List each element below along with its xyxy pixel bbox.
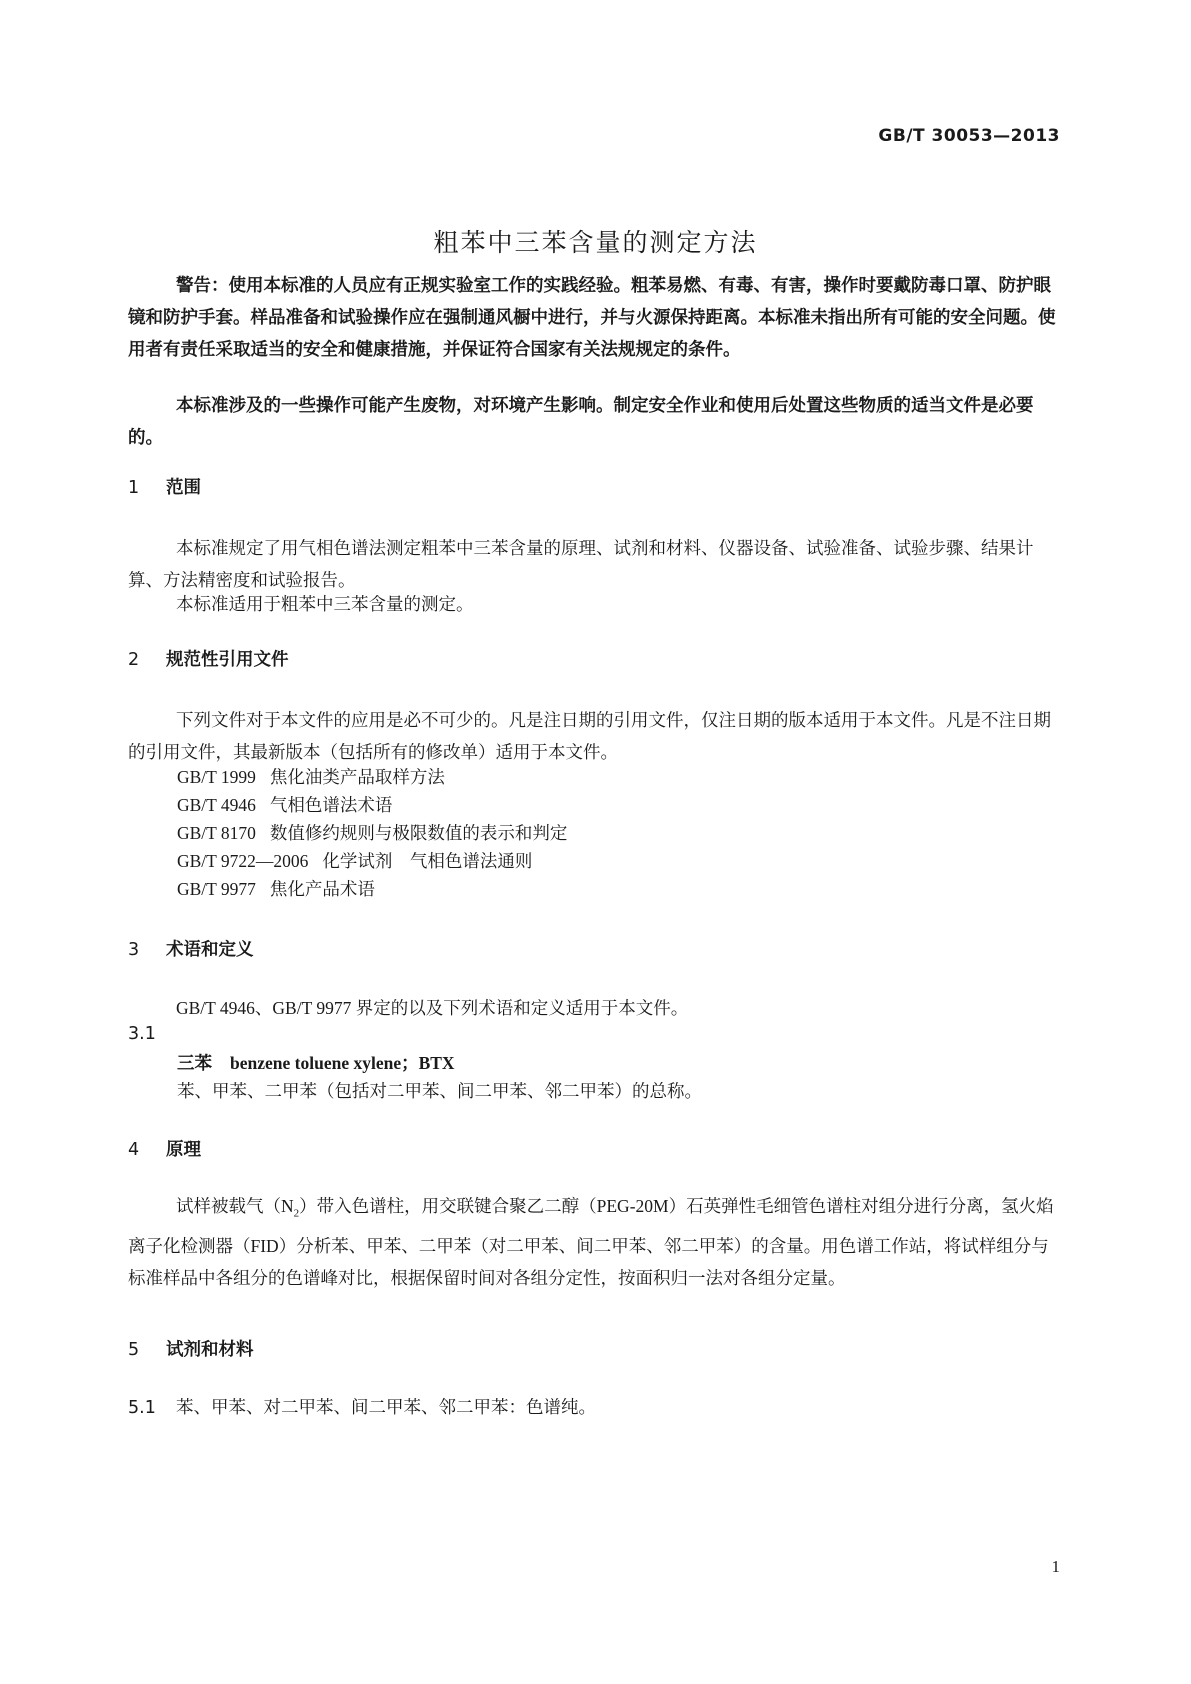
section-heading-reagents — [128, 1336, 254, 1361]
references-intro-paragraph: 下列文件对于本文件的应用是必不可少的。凡是注日期的引用文件，仅注日期的版本适用于本文件。凡是不注日期的引用文件，其最新版本（包括所有的修改单）适用于本文件。 — [128, 710, 1051, 762]
section-title: 试剂和材料 — [166, 1340, 254, 1360]
terms-intro-paragraph: GB/T 4946、GB/T 9977 界定的以及下列术语和定义适用于本文件。 — [176, 998, 689, 1018]
reference-code: GB/T 8170 — [177, 823, 256, 843]
term-chinese: 三苯 — [177, 1054, 212, 1074]
document-number: GB/T 30053—2013 — [878, 126, 1060, 146]
section-number: 2 — [128, 650, 140, 670]
warning-note-paragraph: 本标准涉及的一些操作可能产生废物，对环境产生影响。制定安全作业和使用后处置这些物质的适当文件是必要的。 — [128, 396, 1034, 448]
reference-title: 化学试剂 气相色谱法通则 — [322, 851, 533, 871]
term-definition: 苯、甲苯、二甲苯（包括对二甲苯、间二甲苯、邻二甲苯）的总称。 — [177, 1081, 702, 1101]
reference-title: 气相色谱法术语 — [269, 795, 393, 815]
section-number: 4 — [128, 1140, 140, 1160]
section-heading-scope — [128, 474, 201, 499]
term-number: 3.1 — [128, 1024, 156, 1044]
section-heading-terms — [128, 936, 254, 961]
reference-title: 焦化油类产品取样方法 — [269, 767, 445, 787]
reference-title: 焦化产品术语 — [269, 879, 375, 899]
reference-title: 数值修约规则与极限数值的表示和判定 — [269, 823, 568, 843]
reference-code: GB/T 1999 — [177, 767, 256, 787]
reference-item — [177, 876, 375, 901]
reference-code: GB/T 9977 — [177, 879, 256, 899]
reagent-item-text: 苯、甲苯、对二甲苯、间二甲苯、邻二甲苯：色谱纯。 — [176, 1397, 596, 1417]
term-entry — [177, 1050, 455, 1075]
reference-item — [177, 792, 392, 817]
principle-text-rest: ）带入色谱柱，用交联键合聚乙二醇（PEG-20M）石英弹性毛细管色谱柱对组分进行分离，氢火焰离子化检测器（FID）分析苯、甲苯、二甲苯（对二甲苯、间二甲苯、邻二甲苯）的含量。用色谱工作站，将试样组分与标准样品中各组分的色谱峰对比，根据保留时间对各组分定性，按面积归一法对各组分定量。 — [128, 1196, 1054, 1288]
scope-paragraph: 本标准规定了用气相色谱法测定粗苯中三苯含量的原理、试剂和材料、仪器设备、试验准备、试验步骤、结果计算、方法精密度和试验报告。 — [128, 538, 1034, 590]
nitrogen-subscript: 2 — [293, 1207, 300, 1220]
section-heading-normative-references — [128, 646, 289, 671]
reference-item — [177, 848, 532, 873]
term-english: benzene toluene xylene；BTX — [230, 1053, 455, 1073]
warning-paragraph: 警告：使用本标准的人员应有正规实验室工作的实践经验。粗苯易燃、有毒、有害，操作时要戴防毒口罩、防护眼镜和防护手套。样品准备和试验操作应在强制通风橱中进行，并与火源保持距离。本标准未指出所有可能的安全问题。使用者有责任采取适当的安全和健康措施，并保证符合国家有关法规规定的条件。 — [128, 276, 1056, 360]
reference-item — [177, 764, 445, 789]
section-title: 规范性引用文件 — [166, 650, 289, 670]
section-number: 5 — [128, 1340, 140, 1360]
scope-applicability-paragraph: 本标准适用于粗苯中三苯含量的测定。 — [176, 594, 474, 614]
section-number: 1 — [128, 478, 140, 498]
section-number: 3 — [128, 940, 140, 960]
reagent-item — [128, 1394, 596, 1419]
section-heading-principle — [128, 1136, 201, 1161]
page-number: 1 — [1051, 1557, 1060, 1576]
reference-code: GB/T 9722—2006 — [177, 851, 309, 871]
principle-paragraph — [128, 1190, 1063, 1294]
section-title: 原理 — [166, 1140, 201, 1160]
section-title: 术语和定义 — [166, 940, 254, 960]
reference-item — [177, 820, 567, 845]
principle-text-start: 试样被载气（N — [176, 1196, 294, 1216]
document-title: 粗苯中三苯含量的测定方法 — [433, 228, 758, 257]
reagent-item-number: 5.1 — [128, 1398, 156, 1418]
reference-code: GB/T 4946 — [177, 795, 256, 815]
section-title: 范围 — [166, 478, 201, 498]
